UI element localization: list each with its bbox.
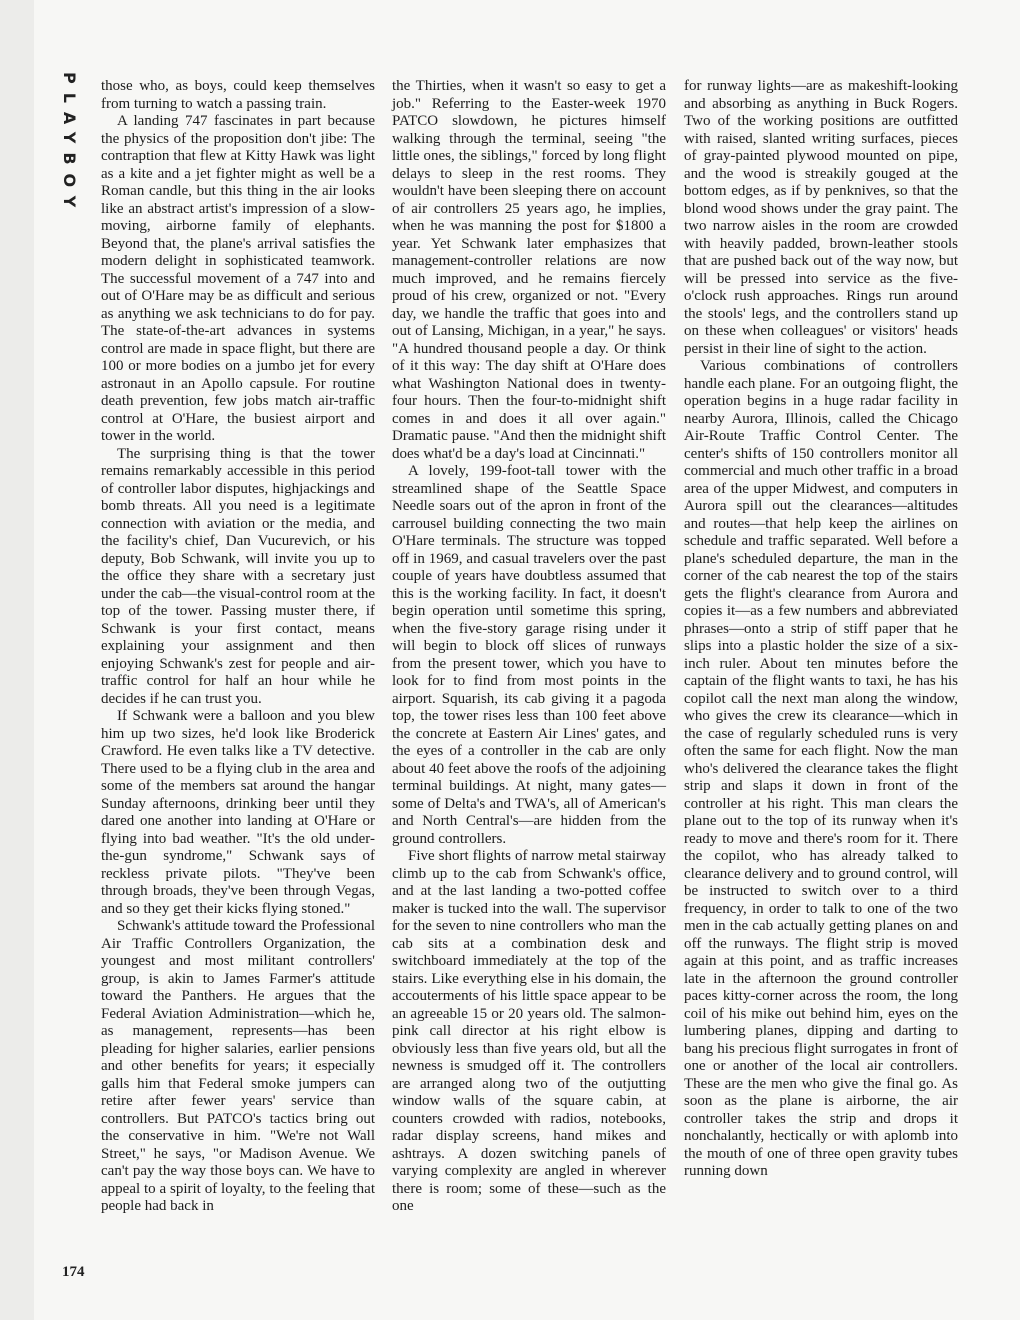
paragraph: A lovely, 199-foot-tall tower with the streamlined shape of the Seattle Space Needle soars out of the apron in front of the carrousel building connecting the two main O'Hare terminals. The structure was topped off in 1969, and casual travelers over the past couple of years have doubtless assumed that this is the working facility. In fact, it doesn't begin operation until sometime this spring, when the five-story garage rising under it will begin to block off slices of runways from the present tower, which you have to look for to find from most points in the airport. Squarish, its cab giving it a pagoda top, the tower rises less than 100 feet above the concrete at Eastern Air Lines' gates, and the eyes of a controller in the cab are only about 40 feet above the roofs of the adjoining terminal buildings. At night, many gates—some of Delta's and TWA's, all of American's and North Central's—are hidden from the ground controllers. — [392, 463, 666, 847]
page-number: 174 — [62, 1264, 85, 1280]
paragraph: A landing 747 fascinates in part because the physics of the proposition don't jibe: The contraption that flew at Kitty Hawk was light as a kite and a jet fighter might as well be a Roman candle, but this thing in the air looks like an abstract artist's impression of a slow-moving, airborne family of elephants. Beyond that, the plane's arrival satisfies the modern delight in sophisticated teamwork. The successful movement of a 747 into and out of O'Hare may be as difficult and serious as anything we ask technicians to do for pay. The state-of-the-art advances in systems control are made in space flight, but there are 100 or more bodies on a jumbo jet for every astronaut in an Apollo capsule. For routine death prevention, few jobs match air-traffic control at O'Hare, the busiest airport and tower in the world. — [101, 113, 375, 444]
paragraph: Schwank's attitude toward the Professional Air Traffic Controllers Organization, the youngest and most militant controllers' group, is akin to James Farmer's attitude toward the Panthers. He argues that the Federal Aviation Administration—which he, as management, represents—has been pleading for higher salaries, earlier pensions and other benefits for years; it especially galls him that Federal smoke jumpers can retire after fewer years' service than controllers. But PATCO's tactics bring out the conservative in him. "We're not Wall Street," he says, "or Madison Avenue. We can't pay the way those boys can. We have to appeal to a spirit of loyalty, to the feeling that people had back in — [101, 918, 375, 1214]
paragraph: If Schwank were a balloon and you blew him up two sizes, he'd look like Broderick Crawford. He even talks like a TV detective. There used to be a flying club in the area and some of the members sat around the hangar Sunday afternoons, drinking beer until they dared one another into landing at O'Hare or flying into bad weather. "It's the old under-the-gun syndrome," Schwank says of reckless private pilots. "They've been through broads, they've been through Vegas, and so they get their kicks flying stoned." — [101, 708, 375, 917]
paragraph: The surprising thing is that the tower remains remarkably accessible in this period of controller labor disputes, highjackings and bomb threats. All you need is a legitimate connection with aviation or the media, and the facility's chief, Dan Vucurevich, or his deputy, Bob Schwank, will invite you up to the office they share with a secretary just under the cab—the visual-control room at the top of the tower. Passing muster there, if Schwank is your first contact, means explaining your assignment and then enjoying Schwank's zest for people and air-traffic control for half an hour while he decides if he can trust you. — [101, 445, 375, 707]
paragraph: those who, as boys, could keep themselves from turning to watch a passing train. — [101, 78, 375, 112]
text-column-1 — [101, 78, 375, 1216]
text-column-3 — [684, 78, 958, 1181]
paragraph: Various combinations of controllers handle each plane. For an outgoing flight, the operation begins in a huge radar facility in nearby Aurora, Illinois, called the Chicago Air-Route Traffic Control Center. The center's shifts of 150 controllers monitor all commercial and much other traffic in a broad area of the upper Midwest, and computers in Aurora spill out the clearances—altitudes and routes—that help keep the airlines on schedule and traffic separated. Well before a plane's scheduled departure, the man in the corner of the cab nearest the top of the stairs gets the flight's clearance from Aurora and copies it—as a few numbers and abbreviated phrases—onto a strip of stiff paper that he slips into a plastic holder the size of a six-inch ruler. About ten minutes before the captain of the flight wants to taxi, he has his copilot call the next man along the window, who gives the crew its clearance—which in the case of regularly scheduled runs is very often the same for each flight. Now the man who's delivered the clearance takes the flight strip and slaps it down in front of the controller at his right. This man clears the plane out to the top of its runway when it's ready to move and there's room for it. There the copilot, who has already talked to clearance delivery and to ground control, will be instructed to switch over to a third frequency, in order to talk to one of the two men in the cab actually getting planes on and off the runways. The flight strip is moved again at this point, and as traffic increases late in the afternoon the ground controller paces kitty-corner across the room, the long coil of his mike out behind him, eyes on the lumbering planes, dipping and darting to bang his precious flight surrogates in front of one or another of the local air controllers. These are the men who give the final go. As soon as the plane is airborne, the air controller takes the strip and drops it nonchalantly, hectically or with aplomb into the mouth of one of three open gravity tubes running down — [684, 358, 958, 1179]
masthead: PLAYBOY — [60, 72, 79, 217]
paragraph: for runway lights—are as makeshift-looking and absorbing as anything in Buck Rogers. Two of the working positions are outfitted with raised, slanted writing surfaces, pieces of gray-painted plywood mounted on pipe, and the wood is streakily gouged at the bottom edges, as if by penknives, so that the blond wood shows under the gray paint. The two narrow aisles in the room are crowded with heavily padded, brown-leather stools that are pushed back out of the way now, but will be pressed into service as the five-o'clock rush approaches. Rings run around the stools' legs, and the controllers stand up on these when colleagues' or visitors' heads persist in their line of sight to the action. — [684, 78, 958, 357]
text-column-2 — [392, 78, 666, 1216]
paragraph: the Thirties, when it wasn't so easy to get a job." Referring to the Easter-week 1970 PATCO slowdown, he pictures himself walking through the terminal, seeing "the little ones, the siblings," forced by long flight delays to sleep in the rest rooms. They wouldn't have been sleeping there on account of air controllers 25 years ago, he implies, when he was manning the post for $1800 a year. Yet Schwank later emphasizes that management-controller relations are now much improved, and he remains fiercely proud of his crew, organized or not. "Every day, we handle the traffic that goes into and out of Lansing, Michigan, in a year," he says. "A hundred thousand people a day. Or think of it this way: The day shift at O'Hare does what Washington National does in twenty-four hours. Then the four-to-midnight shift comes in and does it all over again." Dramatic pause. "And then the midnight shift does what'd be a day's load at Cincinnati." — [392, 78, 666, 462]
paragraph: Five short flights of narrow metal stairway climb up to the cab from Schwank's office, and at the last landing a two-potted coffee maker is tucked into the wall. The supervisor for the seven to nine controllers who man the cab sits at a combination desk and switchboard immediately at the top of the stairs. Like everything else in his domain, the accouterments of his little space appear to be an agreeable 15 or 20 years old. The salmon-pink call director at his right elbow is obviously less than five years old, but all the newness is smudged off it. The controllers are arranged along two of the outjutting window walls of the square cabin, at counters crowded with radios, notebooks, radar display screens, hand mikes and ashtrays. A dozen switching panels of varying complexity are angled in wherever there is room; some of these—such as the one — [392, 848, 666, 1214]
page-edge — [0, 0, 34, 1320]
